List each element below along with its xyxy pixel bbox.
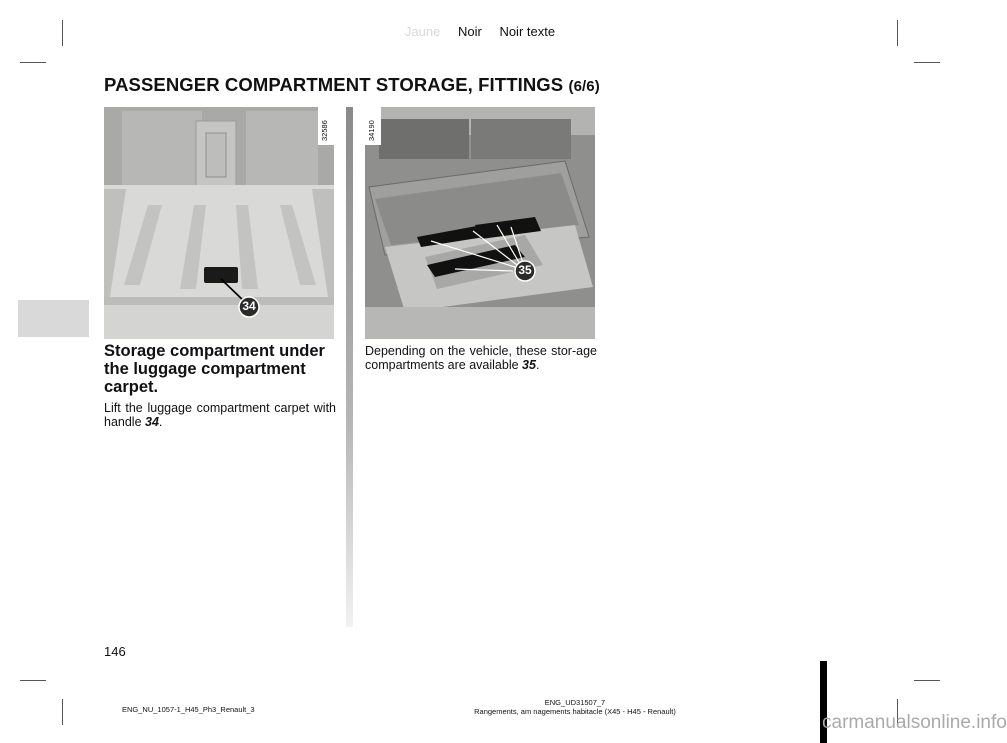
color-label-jaune: Jaune [404,24,441,39]
footer-left: ENG_NU_1057-1_H45_Ph3_Renault_3 [122,705,255,714]
page-title-text: PASSENGER COMPARTMENT STORAGE, FITTINGS [104,74,564,95]
figure-code-34190 [365,107,381,145]
luggage-floor-photo [104,107,334,339]
callout-35-leaders [365,107,595,339]
section-heading: Storage compartment under the luggage compartment carpet. [104,342,325,396]
ref-34: 34 [145,415,159,429]
figure-code-32586 [318,107,334,145]
body-text-left [104,401,336,429]
footer-right-line1: ENG_UD31507_7 [544,698,606,707]
crop-mark [914,62,940,63]
color-label-noir: Noir [457,24,482,39]
body-text-right-main: Depending on the vehicle, these stor-age compartments are available [365,344,597,372]
body-text-left-end: . [158,415,163,429]
page-part: (6/6) [568,78,600,95]
storage-compartments-photo [365,107,595,339]
figure-code-text: 34190 [367,120,376,141]
callout-34-leader [104,107,334,339]
crop-mark [914,680,940,681]
footer-right-line2: Rangements, am nagements habitacle (X45 - H45 - Renault) [474,706,676,716]
color-separation-bar [0,24,960,39]
footer-right [450,699,700,716]
page-number: 146 [104,644,126,659]
color-label-noir-texte: Noir texte [499,24,556,39]
callout-34: 34 [242,299,256,313]
ref-35: 35 [522,358,536,372]
crop-mark [20,680,46,681]
watermark: carmanualsonline.info [822,712,1007,733]
body-text-right-end: . [535,358,540,372]
body-text-right [365,344,597,372]
callout-35: 35 [518,263,532,277]
crop-mark [62,699,63,725]
section-tab [18,300,89,337]
page-title [104,74,600,96]
column-divider [346,107,353,627]
figure-code-text: 32586 [320,120,329,141]
body-text-left-main: Lift the luggage compartment carpet with handle [104,401,336,429]
crop-mark [20,62,46,63]
